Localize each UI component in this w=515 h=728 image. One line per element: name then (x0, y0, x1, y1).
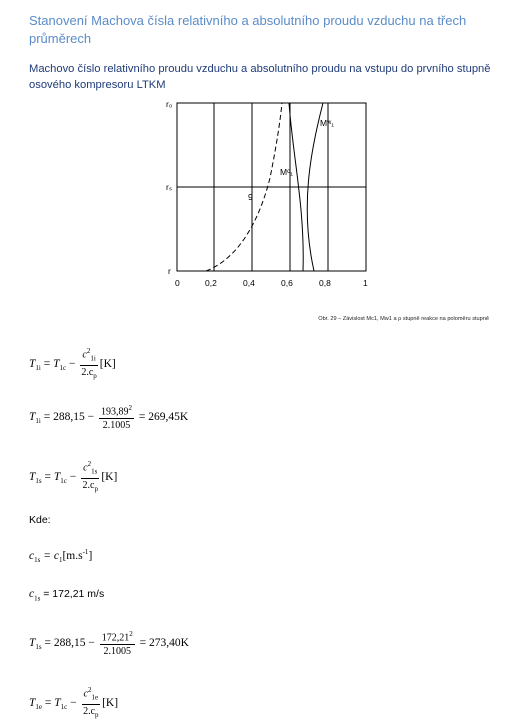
equation-t1i-formula: $T_{1i} = T_{1c}$ − $\frac{c^2_{1i}}{2.c_p}$ [K] (29, 347, 116, 381)
section-heading: Stanovení Machova čísla relativního a absolutního proudu vzduchu na třech průměrech (29, 13, 467, 46)
figure-caption: Obr. 29 – Závislost Mc1, Mw1 a ρ stupně reakce na poloměru stupně (318, 316, 489, 322)
label-rho: 9 (248, 192, 253, 202)
mach-number-figure (160, 98, 390, 298)
x-tick-0-8: 0,8 (319, 278, 331, 288)
label-mw1: Mʷ₁ (320, 118, 335, 128)
x-tick-0-6: 0,6 (281, 278, 293, 288)
x-tick-1: 1 (363, 278, 368, 288)
equation-t1i-value: $T_{1i} = 288,15$ − $\frac{193,89^2}{2.1005}$ = 269,45K (29, 404, 189, 432)
y-tick-rs: rₛ (166, 182, 173, 192)
x-tick-0-2: 0,2 (205, 278, 217, 288)
equation-c1s-definition: $c_{1s} = c_1[m.s^{-1}]$ (29, 548, 93, 565)
label-mc1: Mᶜ₁ (280, 167, 293, 177)
equation-c1s-value: $c_{1s} = 172,21$ m/s (29, 588, 105, 603)
y-tick-r: r (168, 266, 171, 276)
subsection-heading: Machovo číslo relativního proudu vzduchu a absolutního proudu na vstupu do prvního stupně osového kompresoru LTKM (29, 63, 491, 91)
x-tick-0-4: 0,4 (243, 278, 255, 288)
equation-t1e-formula: $T_{1e} = T_{1c}$ − $\frac{c^2_{1e}}{2.c_p}$ [K] (29, 686, 119, 720)
y-tick-r0: r₀ (166, 99, 173, 109)
kde-label: Kde: (29, 514, 51, 526)
x-tick-0: 0 (175, 278, 180, 288)
equation-t1s-value: $T_{1s} = 288,15$ − $\frac{172,21^2}{2.1005}$ = 273,40K (29, 630, 189, 658)
equation-t1s-formula: $T_{1s} = T_{1c}$ − $\frac{c^2_{1s}}{2.c_p}$ [K] (29, 460, 118, 494)
